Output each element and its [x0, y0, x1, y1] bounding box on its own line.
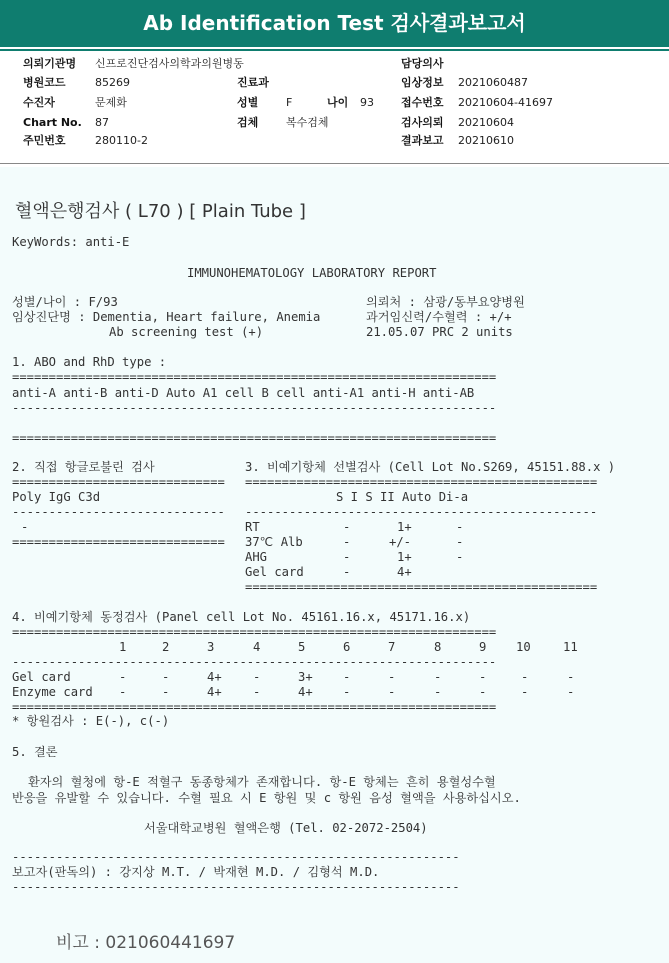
- report-line: 4. 비예기항체 동정검사 (Panel cell Lot No. 45161.16.x, 45171.16.x): [12, 610, 471, 624]
- report-line: ==================================================================: [12, 700, 497, 714]
- field-value: 문제화: [95, 96, 127, 109]
- report-line: 과거임신력/수혈력 : +/+: [366, 310, 512, 324]
- field-label: 병원코드: [23, 76, 66, 89]
- field-label: 진료과: [237, 76, 269, 89]
- report-title: 혈액은행검사 ( L70 ) [ Plain Tube ]: [15, 201, 306, 222]
- field-value: 신프로진단검사의학과의원병동: [95, 57, 244, 70]
- report-line: -: [388, 670, 396, 684]
- report-line: -: [343, 670, 351, 684]
- report-line: 4+: [397, 565, 412, 579]
- field-value: 280110-2: [95, 134, 148, 147]
- report-line: -----------------------------: [12, 505, 225, 519]
- report-line: -: [343, 535, 351, 549]
- report-line: Poly IgG C3d: [12, 490, 101, 504]
- field-value: 복수검체: [286, 116, 329, 129]
- field-label: 임상정보: [401, 76, 444, 89]
- report-line: -: [119, 685, 127, 699]
- report-line: KeyWords: anti-E: [12, 235, 130, 249]
- report-line: -: [253, 685, 261, 699]
- report-line: 1: [119, 640, 127, 654]
- report-line: 1+: [397, 550, 412, 564]
- report-line: Gel card: [12, 670, 71, 684]
- report-line: -: [434, 685, 442, 699]
- report-line: 4+: [298, 685, 313, 699]
- report-line: 임상진단명 : Dementia, Heart failure, Anemia: [12, 310, 321, 324]
- report-line: 5: [298, 640, 306, 654]
- report-line: -: [343, 685, 351, 699]
- report-line: -: [162, 685, 170, 699]
- report-line: -: [479, 685, 487, 699]
- field-label: 검체: [237, 116, 259, 129]
- field-label: 주민번호: [23, 134, 66, 147]
- report-line: -: [21, 520, 29, 534]
- report-line: 5. 결론: [12, 745, 58, 759]
- report-line: * 항원검사 : E(-), c(-): [12, 714, 170, 728]
- report-line: -: [162, 670, 170, 684]
- report-line: -: [253, 670, 261, 684]
- field-label: 나이: [327, 96, 349, 109]
- report-line: -: [479, 670, 487, 684]
- field-value: 93: [360, 96, 374, 109]
- field-value: 85269: [95, 76, 130, 89]
- report-line: RT: [245, 520, 260, 534]
- report-line: -: [434, 670, 442, 684]
- report-panel: [0, 167, 669, 963]
- report-line: -: [567, 670, 575, 684]
- report-line: 4+: [207, 670, 222, 684]
- report-line: 3. 비예기항체 선별검사 (Cell Lot No.S269, 45151.88.x ): [245, 460, 616, 474]
- report-line: -: [521, 685, 529, 699]
- field-value: 20210604-41697: [458, 96, 553, 109]
- report-line: 1+: [397, 520, 412, 534]
- report-line: Gel card: [245, 565, 304, 579]
- header-divider: [0, 49, 669, 51]
- report-line: ==================================================================: [12, 625, 497, 639]
- report-line: -------------------------------------------------------------: [12, 850, 460, 864]
- field-label: Chart No.: [23, 116, 82, 129]
- report-line: -: [456, 520, 464, 534]
- report-line: 반응을 유발할 수 있습니다. 수혈 필요 시 E 항원 및 c 항원 음성 혈액을 사용하십시오.: [12, 791, 521, 805]
- report-line: 4: [253, 640, 261, 654]
- report-line: -: [456, 535, 464, 549]
- report-line: -------------------------------------------------------------: [12, 880, 460, 894]
- report-line: 8: [434, 640, 442, 654]
- field-value: 20210604: [458, 116, 514, 129]
- report-line: 3: [207, 640, 215, 654]
- report-line: S I S II Auto Di-a: [336, 490, 469, 504]
- report-line: IMMUNOHEMATOLOGY LABORATORY REPORT: [187, 266, 437, 280]
- report-line: 2: [162, 640, 170, 654]
- report-line: -: [456, 550, 464, 564]
- field-label: 수진자: [23, 96, 55, 109]
- report-line: 환자의 혈청에 항-E 적혈구 동종항체가 존재합니다. 항-E 항체는 흔히 용혈성수혈: [28, 775, 496, 789]
- report-line: ------------------------------------------------------------------: [12, 655, 497, 669]
- report-line: 의뢰처 : 삼광/동부요양병원: [366, 295, 525, 309]
- report-line: 21.05.07 PRC 2 units: [366, 325, 513, 339]
- report-line: 10: [516, 640, 531, 654]
- report-line: 4+: [207, 685, 222, 699]
- report-line: 1. ABO and RhD type :: [12, 355, 167, 369]
- report-line: 서울대학교병원 혈액은행 (Tel. 02-2072-2504): [144, 821, 428, 835]
- report-line: -: [119, 670, 127, 684]
- report-line: ==================================================================: [12, 431, 497, 445]
- field-label: 의뢰기관명: [23, 57, 77, 70]
- report-line: Enzyme card: [12, 685, 93, 699]
- field-value: 20210610: [458, 134, 514, 147]
- report-line: -: [388, 685, 396, 699]
- field-label: 결과보고: [401, 134, 444, 147]
- field-label: 접수번호: [401, 96, 444, 109]
- field-label: 성별: [237, 96, 259, 109]
- report-line: ================================================: [245, 475, 598, 489]
- report-line: 6: [343, 640, 351, 654]
- report-line: -: [343, 550, 351, 564]
- report-line: -: [343, 565, 351, 579]
- report-line: AHG: [245, 550, 268, 564]
- header-bottom-line: [0, 163, 669, 164]
- report-line: 2. 직접 항글로불린 검사: [12, 460, 155, 474]
- report-header-title: Ab Identification Test 검사결과보고서: [143, 11, 526, 35]
- report-line: -: [567, 685, 575, 699]
- report-line: ================================================: [245, 580, 598, 594]
- report-line: =============================: [12, 535, 225, 549]
- field-label: 검사의뢰: [401, 116, 444, 129]
- report-line: anti-A anti-B anti-D Auto A1 cell B cell anti-A1 anti-H anti-AB: [12, 386, 475, 400]
- report-line: 37℃ Alb: [245, 535, 303, 549]
- report-line: 7: [388, 640, 396, 654]
- report-line: 3+: [298, 670, 313, 684]
- remark: 비고 : 021060441697: [56, 933, 236, 953]
- field-label: 담당의사: [401, 57, 444, 70]
- report-line: -: [521, 670, 529, 684]
- report-line: 11: [563, 640, 578, 654]
- report-line: 9: [479, 640, 487, 654]
- field-value: F: [286, 96, 293, 109]
- report-line: 보고자(판독의) : 강지상 M.T. / 박재현 M.D. / 김형석 M.D.: [12, 865, 380, 879]
- report-line: =============================: [12, 475, 225, 489]
- report-line: +/-: [389, 535, 412, 549]
- report-line: -: [343, 520, 351, 534]
- report-line: ==================================================================: [12, 370, 497, 384]
- report-line: 성별/나이 : F/93: [12, 295, 118, 309]
- report-line: Ab screening test (+): [109, 325, 264, 339]
- report-line: ------------------------------------------------------------------: [12, 401, 497, 415]
- field-value: 87: [95, 116, 109, 129]
- field-value: 2021060487: [458, 76, 528, 89]
- report-line: ------------------------------------------------: [245, 505, 598, 519]
